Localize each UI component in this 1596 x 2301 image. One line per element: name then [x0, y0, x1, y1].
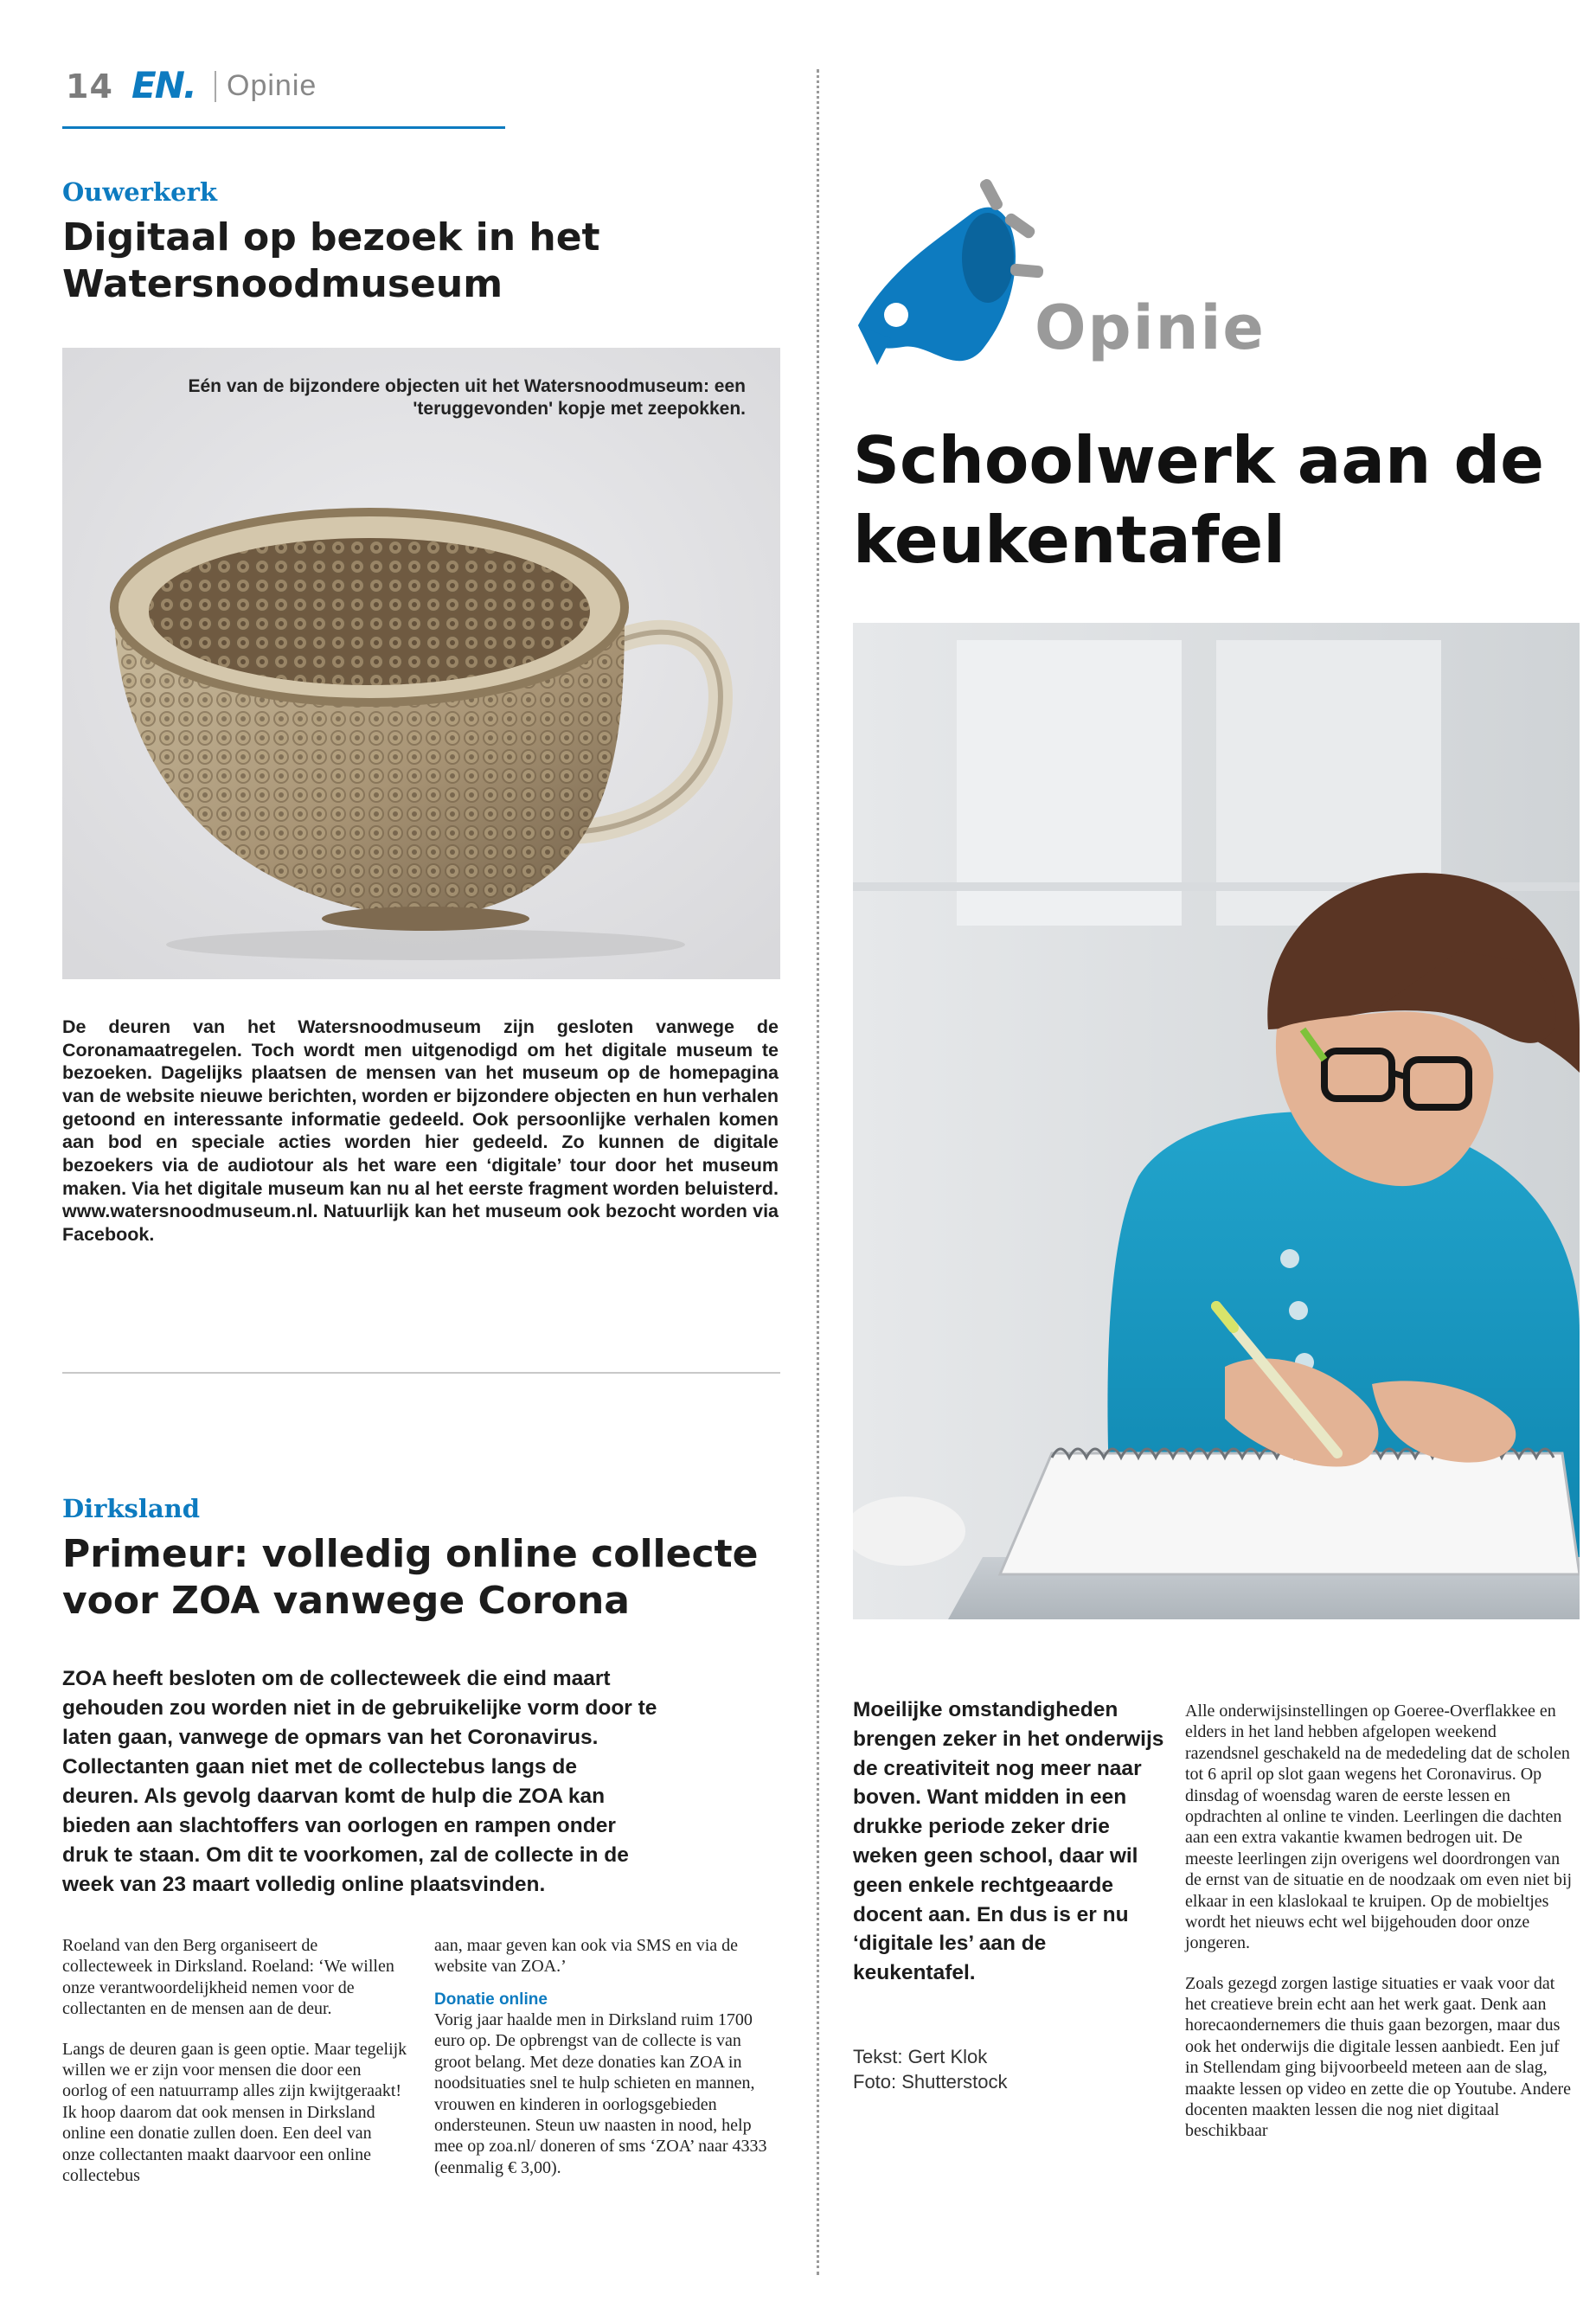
- credit-photo: Foto: Shutterstock: [853, 2070, 1008, 2093]
- opinion-lead: Moeilijke omstandigheden brengen zeker in het onderwijs de creativiteit nog meer naar boven. Want midden in een drukke periode zeker drie weken geen school, daar wil geen enkele rechtgeaarde docent aan. En dus is er nu ‘digitale les’ aan de keukentafel.: [853, 1698, 1164, 1985]
- article1-body: De deuren van het Watersnoodmuseum zijn gesloten vanwege de Coronamaatregelen. Toch wordt men uitgenodigd om het digitale museum te bezoeken. Dagelijks plaatsen de mensen van het museum op de homepagina van de website nieuwe berichten, worden er bijzondere objecten en hun verhalen getoond en interessante informatie gedeeld. Ook persoonlijke verhalen komen aan bod en speciale acties worden hier gedeeld. Zo kunnen de digitale bezoekers via de audiotour als het ware een ‘digitale’ tour door het museum maken. Via het digitale museum kan nu al het eerste fragment worden beluisterd. www.watersnoodmuseum.nl. Natuurlijk kan het museum ook bezocht worden via Facebook.: [62, 1016, 779, 1245]
- header-separator: [215, 71, 216, 102]
- article2-kicker: Dirksland: [62, 1494, 201, 1523]
- article1-kicker: Ouwerkerk: [62, 177, 217, 207]
- article2-subheading: Donatie online: [434, 1990, 548, 2009]
- article2-paragraph: Roeland van den Berg organiseert de collecteweek in Dirksland. Roeland: ‘We willen onze verantwoordelijkheid nemen voor de collectanten en de mensen aan de deur.: [62, 1936, 394, 2019]
- teacup-illustration: [62, 348, 780, 979]
- boy-writing-illustration: [853, 623, 1580, 1619]
- section-label: Opinie: [227, 69, 317, 102]
- article2-paragraph: aan, maar geven kan ook via SMS en via de website van ZOA.’: [434, 1936, 739, 1977]
- opinion-paragraph: Alle onderwijsinstellingen op Goeree-Overflakkee en elders in het land hebben afgelopen weekend razendsnel geschakeld na de mededeling dat de scholen tot 6 april op slot gaan wegens het Coronavirus. Op dinsdag of woensdag waren de eerste lessen en opdrachten al online te vinden. Leerlingen die dachten aan een extra vakantie kwamen bedrogen uit. De meeste leerlingen zijn overigens wel doordrongen van de ernst van de situatie en de noodzaak om even niet bij elkaar in een klaslokaal te kruipen. Op de mobieltjes wordt het nieuws echt wel bijgehouden door onze jongeren.: [1185, 1702, 1573, 1953]
- brand-logo: EN.: [131, 64, 195, 106]
- teacup-photo: [62, 348, 780, 979]
- opinion-title: Schoolwerk aan de keukentafel: [853, 422, 1545, 579]
- page-number: 14: [66, 67, 113, 106]
- article2-paragraph: Vorig jaar haalde men in Dirksland ruim 1700 euro op. De opbrengst van de collecte is van groot belang. Met deze donaties kan ZOA in noodsituaties snel te hulp schieten en mannen, vrouwen en kinderen in oorlogsgebieden ondersteunen. Steun uw naasten in nood, help mee op zoa.nl/ doneren of sms ‘ZOA’ naar 4333 (eenmalig € 3,00).: [434, 2009, 767, 2177]
- photo-caption: Eén van de bijzondere objecten uit het Watersnoodmuseum: een 'teruggevonden' kopje met zeepokken.: [188, 376, 746, 420]
- opinion-logo-word: Opinie: [1035, 292, 1266, 363]
- article1-title: Digitaal op bezoek in het Watersnoodmuseum: [62, 215, 600, 306]
- article2-lead: ZOA heeft besloten om de collecteweek die eind maart gehouden zou worden niet in de gebruikelijke vorm door te laten gaan, vanwege de opmars van het Coronavirus. Collectanten gaan niet met de collectebus langs de deuren. Als gevolg daarvan komt de hulp die ZOA kan bieden aan slachtoffers van oorlogen en rampen onder druk te staan. Om dit te voorkomen, zal de collecte in de week van 23 maart volledig online plaatsvinden.: [62, 1667, 657, 1897]
- header-rule: [62, 126, 505, 129]
- megaphone-icon: [851, 161, 1050, 377]
- opinion-paragraph: Zoals gezegd zorgen lastige situaties er vaak voor dat het creatieve brein echt aan het werk gaat. Denk aan horecaondernemers die thuis gaan bezorgen, maar dus ook het onderwijs die digitale lessen aanbiedt. Een juf in Stellendam ging bijvoorbeeld meteen aan de slag, maakte lessen op video en zette die op Youtube. Andere docenten maakten lessen die nog niet digitaal beschikbaar: [1185, 1973, 1571, 2141]
- article-separator: [62, 1372, 780, 1374]
- article2-column-1: [62, 1935, 408, 2186]
- opinion-credits: [853, 2045, 1008, 2094]
- credit-text: Tekst: Gert Klok: [853, 2046, 988, 2067]
- article2-title: Primeur: volledig online collecte voor ZOA vanwege Corona: [62, 1532, 759, 1623]
- megaphone-pen-logo: [851, 161, 1050, 377]
- column-divider: [817, 69, 819, 2275]
- boy-writing-photo: [853, 623, 1580, 1619]
- opinion-body-column: [1185, 1701, 1574, 2142]
- article2-paragraph: Langs de deuren gaan is geen optie. Maar tegelijk willen we er zijn voor mensen die door een oorlog of een natuurramp alles zijn kwijtgeraakt! Ik hoop daarom dat ook mensen in Dirksland online een donatie zullen doen. Een deel van onze collectanten maakt daarvoor een online collectebus: [62, 2039, 407, 2185]
- article2-column-2: [434, 1935, 777, 2178]
